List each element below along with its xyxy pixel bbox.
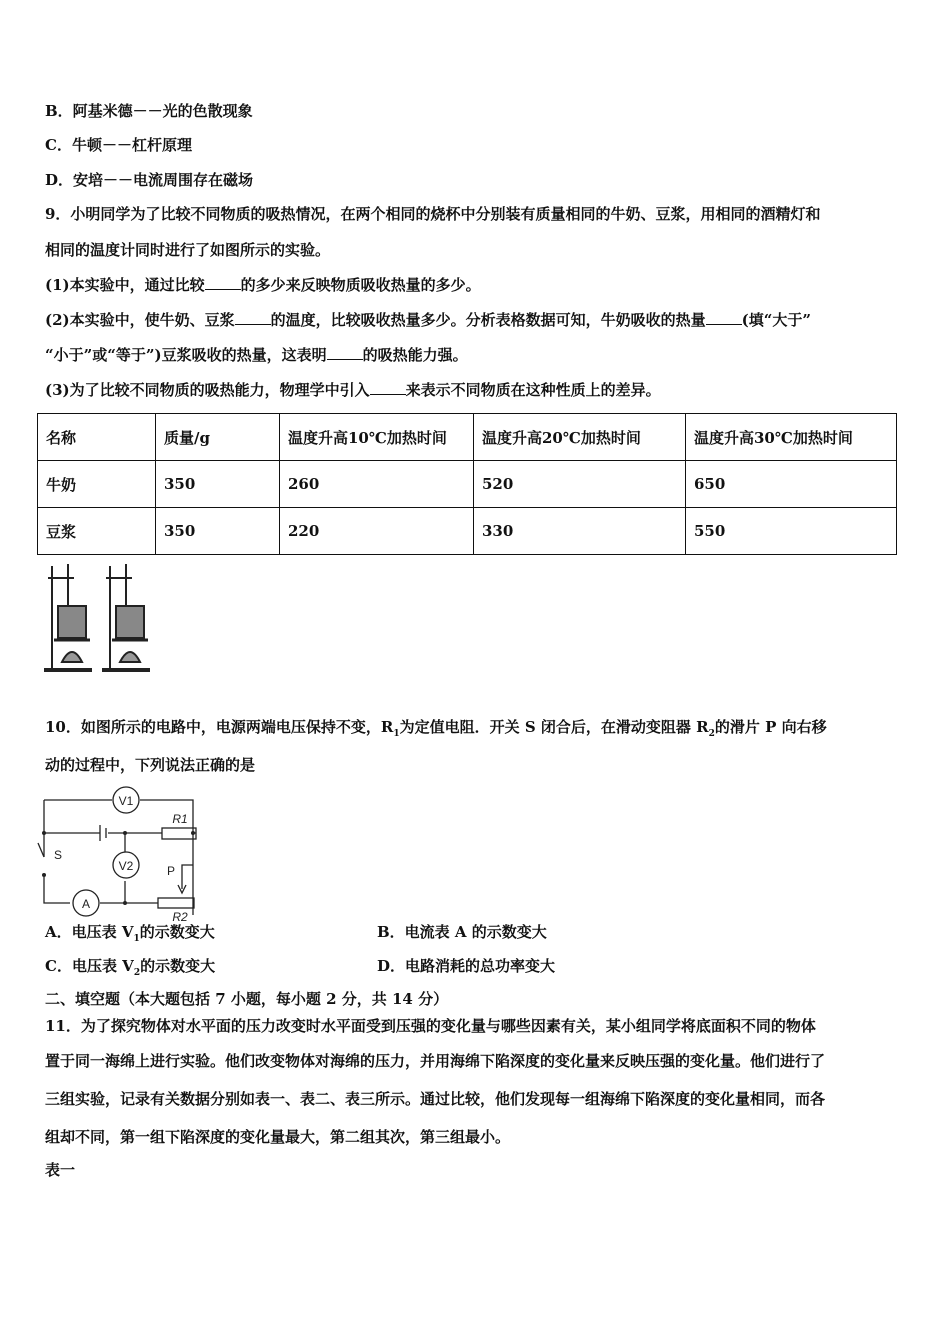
subscript: 1: [393, 729, 400, 739]
slider-label: P: [166, 864, 176, 878]
switch-label: S: [53, 848, 63, 862]
cell: 牛奶: [38, 461, 156, 508]
q11-line: 三组实验，记录有关数据分别如表一、表二、表三所示。通过比较，他们发现每一组海绵下陷深度的变化量相同，而各: [45, 1090, 826, 1108]
text: (1)本实验中，通过比较: [45, 276, 205, 294]
heating-data-table: [37, 413, 897, 555]
cell: 520: [474, 461, 686, 508]
table1-label: 表一: [45, 1161, 76, 1179]
text: (填“大于”: [741, 311, 812, 329]
circuit-diagram: [38, 785, 208, 924]
text: C．电压表 V: [45, 957, 134, 975]
text: 的示数变大: [140, 957, 216, 975]
q9-stem-1: 9．小明同学为了比较不同物质的吸热情况，在两个相同的烧杯中分别装有质量相同的牛奶、豆浆，用相同的酒精灯和: [45, 205, 821, 223]
q9-part2-cont: [45, 345, 468, 365]
text: (2)本实验中，使牛奶、豆浆: [45, 311, 235, 329]
answer-blank: [370, 380, 406, 395]
q8-option-d: D．安培－－电流周围存在磁场: [45, 171, 254, 189]
q11-line: 组却不同，第一组下陷深度的变化量最大，第二组其次，第三组最小。: [45, 1128, 511, 1146]
q8-option-b: B．阿基米德－－光的色散现象: [45, 102, 253, 120]
text: (3)为了比较不同物质的吸热能力，物理学中引入: [45, 381, 370, 399]
v1-label: V1: [118, 794, 134, 808]
table-header-row: [38, 414, 897, 461]
cell: 550: [686, 508, 897, 555]
header-cell: 温度升高10℃加热时间: [280, 414, 474, 461]
section-heading: 二、填空题（本大题包括 7 小题，每小题 2 分，共 14 分）: [45, 990, 449, 1008]
heating-apparatus-figure: [40, 558, 160, 683]
cell: 豆浆: [38, 508, 156, 555]
cell: 350: [156, 461, 280, 508]
q9-part2: [45, 310, 811, 330]
q8-option-c: C．牛顿－－杠杆原理: [45, 136, 192, 154]
answer-blank: [327, 345, 363, 360]
table-row: [38, 461, 897, 508]
text: 为定值电阻．开关 S 闭合后，在滑动变阻器 R: [399, 718, 709, 736]
text: 的滑片 P 向右移: [714, 718, 827, 736]
answer-blank: [235, 310, 271, 325]
cell: 650: [686, 461, 897, 508]
text: “小于”或“等于”)豆浆吸收的热量，这表明: [45, 346, 327, 364]
text: 的温度，比较吸收热量多少。分析表格数据可知，牛奶吸收的热量: [270, 311, 706, 329]
text: 的示数变大: [139, 923, 215, 941]
table-row: [38, 508, 897, 555]
text: 来表示不同物质在这种性质上的差异。: [405, 381, 661, 399]
v2-label: V2: [118, 859, 134, 873]
q9-stem-2: 相同的温度计同时进行了如图所示的实验。: [45, 241, 331, 259]
header-cell: 温度升高20℃加热时间: [474, 414, 686, 461]
subscript: 2: [708, 729, 715, 739]
header-cell: 温度升高30℃加热时间: [686, 414, 897, 461]
text: 的吸热能力强。: [362, 346, 468, 364]
q10-option-d: D．电路消耗的总功率变大: [377, 957, 556, 975]
answer-blank: [205, 275, 241, 290]
r1-label: R1: [172, 812, 188, 826]
r2-label: R2: [172, 910, 188, 924]
q11-line: 置于同一海绵上进行实验。他们改变物体对海绵的压力，并用海绵下陷深度的变化量来反映压强的变化量。他们进行了: [45, 1052, 826, 1070]
text: 的多少来反映物质吸收热量的多少。: [240, 276, 481, 294]
q10-option-b: B．电流表 A 的示数变大: [377, 923, 547, 941]
q10-stem-1: [45, 717, 827, 744]
q10-stem-2: 动的过程中，下列说法正确的是: [45, 756, 256, 774]
subscript: 2: [133, 968, 141, 978]
subscript: 1: [133, 934, 140, 944]
text: 10．如图所示的电路中，电源两端电压保持不变，R: [45, 718, 394, 736]
header-cell: 质量/g: [156, 414, 280, 461]
answer-blank: [706, 310, 742, 325]
header-cell: 名称: [38, 414, 156, 461]
q11-line: 11．为了探究物体对水平面的压力改变时水平面受到压强的变化量与哪些因素有关，某小组同学将底面积不同的物体: [45, 1017, 816, 1035]
q9-part3: [45, 380, 661, 400]
cell: 330: [474, 508, 686, 555]
cell: 350: [156, 508, 280, 555]
cell: 260: [280, 461, 474, 508]
q10-option-a: [45, 922, 215, 949]
q9-part1: [45, 275, 481, 295]
q10-option-c: [45, 956, 215, 983]
text: A．电压表 V: [45, 923, 134, 941]
cell: 220: [280, 508, 474, 555]
ammeter-label: A: [81, 897, 91, 911]
